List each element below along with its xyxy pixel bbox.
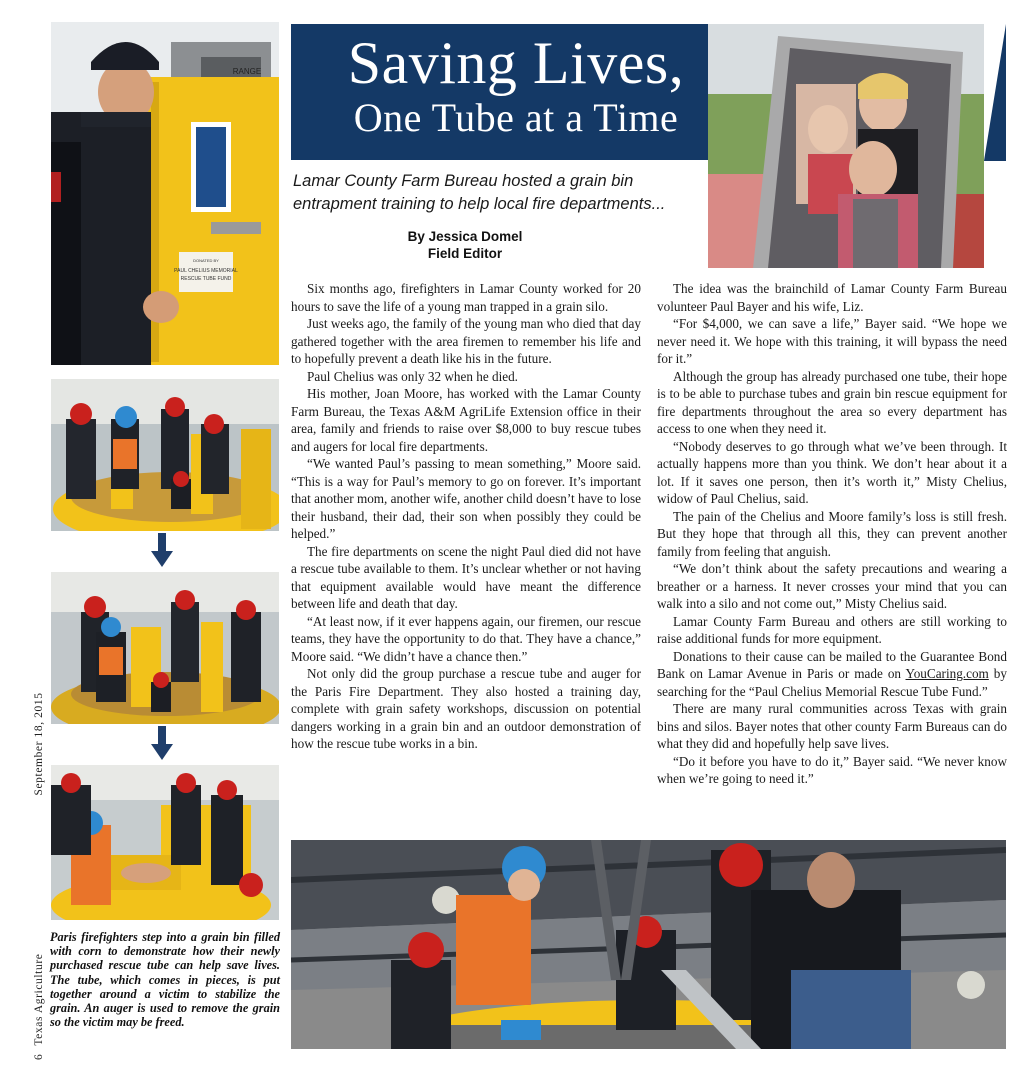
photo-victim-in-tube xyxy=(51,765,279,920)
paragraph: His mother, Joan Moore, has worked with the Lamar County Farm Bureau, the Texas A&M AgriLife Extension office in their area, family and friends to raise over $8,000 to buy rescue tubes and augers for local fire departments. xyxy=(291,386,641,454)
paragraph: “We wanted Paul’s passing to mean something,” Moore said. “This is a way for Paul’s memory to go on forever. It’s important that another mom, another wife, another child doesn’t have to lose their husband, their dad, their son when possibly they could be helped.” xyxy=(291,456,641,541)
paragraph: The pain of the Chelius and Moore family’s loss is still fresh. But they hope that through all this, they can prevent another family from feeling that anguish. xyxy=(657,508,1007,559)
paragraph: “For $4,000, we can save a life,” Bayer said. “We hope we never need it. We hope with this training, it will bypass the need for it.” xyxy=(657,316,1007,366)
page-number: 6 xyxy=(33,1053,45,1060)
youcaring-link[interactable]: YouCaring.com xyxy=(905,666,989,681)
donation-paragraph xyxy=(657,648,1007,701)
paragraph: Just weeks ago, the family of the young man who died that day gathered together with the area firemen to remember his life and to hopefully prevent a death like his in the future. xyxy=(291,316,641,366)
article-subhead: Lamar County Farm Bureau hosted a grain bin entrapment training to help local fire departments... xyxy=(293,172,666,213)
sign-line-1: DONATED BY xyxy=(193,258,219,263)
photo-memorial-portrait xyxy=(708,24,984,268)
donation-text: Donations to their cause can be mailed to the Guarantee Bond Bank on Lamar Avenue in Paris or made on xyxy=(657,648,1007,681)
headline-line-1: Saving Lives, xyxy=(347,30,685,96)
photo-firefighters-enter-bin xyxy=(51,379,279,531)
sequence-arrow-stem xyxy=(158,726,166,746)
headline-banner xyxy=(291,24,741,160)
paragraph: The fire departments on scene the night Paul died did not have a rescue tube available to them. It’s unclear whether or not having that equipment available would have meant the difference between life and death that day. xyxy=(291,543,641,611)
sign-line-3: RESCUE TUBE FUND xyxy=(180,276,232,282)
byline-author: By Jessica Domel xyxy=(407,229,523,244)
issue-date: September 18, 2015 xyxy=(33,692,45,796)
byline-role: Field Editor xyxy=(427,246,503,261)
headline-line-2: One Tube at a Time xyxy=(353,95,679,140)
paragraph: Paul Chelius was only 32 when he died. xyxy=(307,368,518,384)
paragraph: “Nobody deserves to go through what we’ve been through. It actually happens more than you think. We don’t hear about it a lot. If it saves one person, then it’s worth it,” Misty Chelius, widow of Paul Chelius, said. xyxy=(657,438,1007,506)
sequence-arrow-down-icon xyxy=(151,551,173,567)
publication-name: Texas Agriculture xyxy=(33,953,45,1046)
paragraph: Although the group has already purchased one tube, their hope is to be able to purchase tubes and grain bin rescue equipment for fire departments throughout the area so every department has access to one when they need it. xyxy=(657,368,1007,436)
paragraph: Not only did the group purchase a rescue tube and auger for the Paris Fire Department. They also hosted a training day, complete with grain safety workshops, discussion on potential dangers working in a grain bin and an outdoor demonstration of how the rescue tube works in a bin. xyxy=(291,666,641,751)
paragraph: “At least now, if it ever happens again, our firemen, our rescue teams, they have the opportunity to do that. They have a chance,” Moore said. “We didn’t have a chance then.” xyxy=(291,613,641,664)
article-column-left xyxy=(291,280,641,753)
paragraph: Lamar County Farm Bureau and others are still working to raise additional funds for more equipment. xyxy=(657,613,1007,646)
photo-rescue-demonstration xyxy=(291,840,1006,1049)
sign-line-2: PAUL CHELIUS MEMORIAL xyxy=(174,268,238,274)
photo-caption: Paris firefighters step into a grain bin filled with corn to demonstrate how their newly purchased rescue tube can help save lives. The tube, which comes in pieces, is put together around a victim to stabilize the grain. An auger is used to remove the grain so the victim may be freed. xyxy=(50,930,280,1030)
sequence-arrow-down-icon xyxy=(151,744,173,760)
range-label: RANGE xyxy=(232,67,262,76)
donation-text-end: by searching for the “Paul Chelius Memorial Rescue Tube Fund.” xyxy=(657,666,1007,699)
paragraph: “Do it before you have to do it,” Bayer said. “We never know when we’re going to need it.” xyxy=(657,753,1007,786)
paragraph: “We don’t think about the safety precautions and wearing a breather or a harness. It never crosses your mind that you can walk into a silo and not come out,” Misty Chelius said. xyxy=(657,561,1007,611)
paragraph: There are many rural communities across Texas with grain bins and silos. Bayer notes that other county Farm Bureaus can do what they did and hopefully help save lives. xyxy=(657,701,1007,751)
decorative-corner-bar xyxy=(984,24,1006,161)
paragraph: Six months ago, firefighters in Lamar County worked for 20 hours to save the life of a young man trapped in a grain silo. xyxy=(291,281,641,314)
paragraph: The idea was the brainchild of Lamar County Farm Bureau volunteer Paul Bayer and his wife, Liz. xyxy=(657,281,1007,314)
photo-firefighter-rescue-tube xyxy=(51,22,279,365)
page-spine xyxy=(28,692,50,1060)
sequence-arrow-stem xyxy=(158,533,166,553)
byline xyxy=(380,228,550,262)
article-column-right xyxy=(657,280,1007,788)
photo-firefighters-assemble-tube xyxy=(51,572,279,724)
